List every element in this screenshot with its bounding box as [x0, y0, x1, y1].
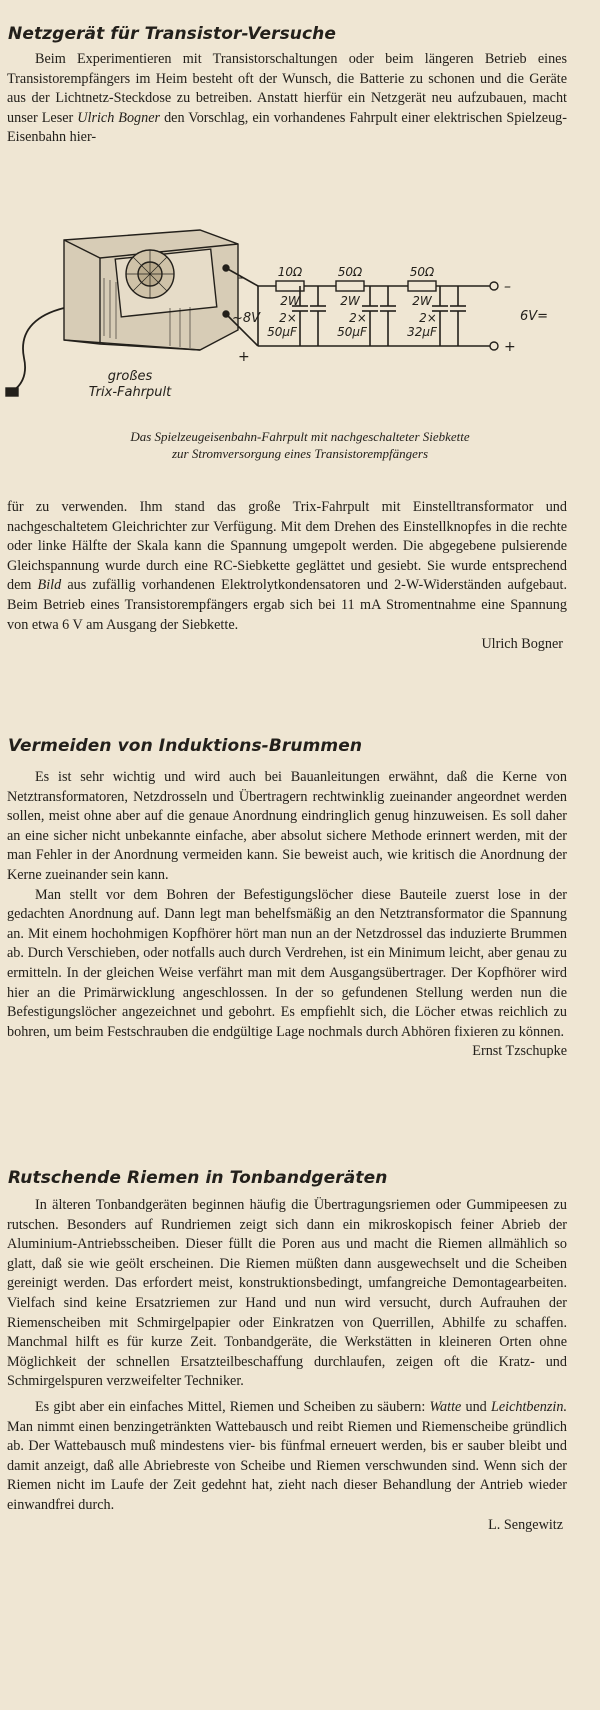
article-body-netzgeraet-main [7, 498, 567, 655]
input-plus-label: + [238, 349, 250, 365]
c3-value: 32µF [407, 325, 437, 339]
r2-value: 50Ω [337, 265, 363, 279]
resistor-3 [408, 281, 436, 291]
capacitor-pair-3 [432, 286, 466, 346]
article-title-riemen: Rutschende Riemen in Tonbandgeräten [8, 1168, 388, 1188]
r3-power: 2W [412, 294, 432, 308]
figure-caption: Das Spielzeugeisenbahn-Fahrpult mit nachgeschalteter Siebkette zur Stromversorgung eines Transistorempfängers [130, 429, 470, 461]
output-terminal-minus [490, 282, 498, 290]
article-title-netzgeraet: Netzgerät für Transistor-Versuche [8, 24, 337, 44]
output-plus-label: + [504, 339, 516, 355]
r2-power: 2W [340, 294, 360, 308]
article-body-riemen [7, 1196, 567, 1535]
reader-name: Ulrich Bogner [77, 109, 161, 126]
output-voltage-label: 6V= [520, 309, 549, 324]
circuit-figure [0, 218, 600, 418]
article-title-brummen: Vermeiden von Induktions-Brummen [8, 736, 363, 756]
input-voltage-label: ~8V [232, 311, 261, 326]
paragraph: Es ist sehr wichtig und wird auch bei Bauanleitungen erwähnt, daß die Kerne von Netztransformatoren, Netzdrosseln und Übertragern rechtwinklig zueinander angeordnet werden sollen, meist ohne aber auf die genaue Anordnung eindringlich genug hinzuweisen. Es soll daher an eine sicher nicht unbekannte einfache, aber absolut sichere Methode erinnert werden, mit der man Fehler in der Anordnung vermeiden kann. Sie beweist auch, wie kritisch die Anordnung der Kerne zueinander sein kann. [7, 769, 567, 883]
device-label-2: Trix-Fahrpult [88, 385, 172, 400]
paragraph: Man stellt vor dem Bohren der Befestigungslöcher diese Bauteile zuerst lose in der gedachten Anordnung auf. Dann legt man behelfsmäßig an den Netztransformator die Spannung an. Mit einem hochohmigen Kopfhörer hört man nun an der Netzdrossel das induzierte Brummen ab. Durch Verschieben, oder notfalls auch durch Verdrehen, ist ein Minimum leicht, aber genau zu ermitteln. In der gleichen Weise verfährt man mit dem Ausgangsübertrager. Der Kopfhörer wird hier an die Primärwicklung angeschlossen. In der so gefundenen Stellung werden nun die Befestigungslöcher angezeichnet und gebohrt. Es empfiehlt sich, die Löcher etwas reichlich zu bohren, um beim Festschrauben die endgültige Lage nochmals durch Abhören fixieren zu können. Ernst Tzschupke [7, 886, 567, 1043]
capacitor-pair-2 [362, 286, 396, 346]
c1-value: 50µF [267, 325, 297, 339]
c2-count: 2× [349, 311, 367, 325]
paragraph: Es gibt aber ein einfaches Mittel, Riemen und Scheiben zu säubern: Watte und Leichtbenzin. Man nimmt einen benzingetränkten Wattebausch und reibt Riemen und Riemenscheibe gründlich ab. Der Wattebausch muß mindestens vier- bis fünfmal erneuert werden, bis er sauber bleibt und damit anzeigt, daß alle Abriebreste von Scheibe und Riemen verschwunden sind. Wenn sich der Riemen nicht im Laufe der Zeit gedehnt hat, zieht nach dieser Behandlung der Antrieb wieder einwandfrei durch. [7, 1398, 567, 1513]
article-body-brummen [7, 768, 567, 1062]
author-signature: Ernst Tzschupke [472, 1043, 567, 1060]
c3-count: 2× [419, 311, 437, 325]
r1-power: 2W [280, 294, 300, 308]
input-minus-label: – [238, 270, 245, 286]
author-signature: Ulrich Bogner [481, 636, 563, 653]
c2-value: 50µF [337, 325, 367, 339]
device-label-1: großes [107, 369, 153, 384]
author-signature: L. Sengewitz [488, 1516, 563, 1533]
bild-reference: Bild [37, 577, 62, 594]
r1-value: 10Ω [277, 265, 303, 279]
c1-count: 2× [279, 311, 297, 325]
paragraph: für zu verwenden. Ihm stand das große Trix-Fahrpult mit Einstelltransformator und nachgeschaltetem Gleichrichter zur Verfügung. Mit dem Drehen des Einstellknopfes in die rechte oder linke Hälfte der Skala kann die Spannung umgepolt werden. Die abgegebene pulsierende Gleichspannung wurde durch eine RC-Siebkette geglättet und gesiebt. Sie wurde entsprechend dem Bild aus zufällig vorhandenen Elektrolytkondensatoren und 2-W-Widerständen aufgebaut. Beim Betrieb eines Transistorempfängers ergab sich bei 11 mA Stromentnahme eine Spannung von etwa 6 V am Ausgang der Siebkette. [7, 499, 568, 633]
r3-value: 50Ω [409, 265, 435, 279]
output-minus-label: – [504, 279, 511, 295]
resistor-2 [336, 281, 364, 291]
paragraph: Beim Experimentieren mit Transistorschaltungen oder beim längeren Betrieb eines Transistorempfängers im Heim besteht oft der Wunsch, die Batterie zu schonen und die Geräte aus der Lichtnetz-Steckdose zu betreiben. Anstatt hierfür ein Netzgerät neu aufzubauen, macht unser Leser Ulrich Bogner den Vorschlag, ein vorhandenes Fahrpult einer elektrischen Spielzeug-Eisenbahn hier- [7, 51, 567, 146]
output-terminal-plus [490, 342, 498, 350]
paragraph: In älteren Tonbandgeräten beginnen häufig die Übertragungsriemen oder Gummipeesen zu rutschen. Besonders auf Rundriemen zeigt sich dann ein mikroskopisch feiner Abrieb der Aluminium-Antriebsscheiben. Dieser füllt die Poren aus und macht die Riemen allmählich so glatt, daß sie wie geölt erscheinen. Die Riemen müßten dann ausgewechselt und die Scheiben gereinigt werden. Das erfordert meist, konstruktionsbedingt, umfangreiche Demontagearbeiten. Vielfach sind keine Ersatzriemen zur Hand und nun wird versucht, durch Aufrauhen der Riemenscheiben mit Schmirgelpapier oder Einkratzen von Querrillen, Abhilfe zu schaffen. Manchmal hilft es für kurze Zeit. Tonbandgeräte, die Werkstätten in kleineren Orten ohne Möglichkeit der schnellen Ersatzteilbeschaffung durchlaufen, zeigen oft die Kratz- und Schmirgelspuren verzweifelter Techniker. [7, 1197, 567, 1390]
article-body-netzgeraet-intro [7, 50, 567, 148]
circuit-diagram [0, 218, 600, 418]
